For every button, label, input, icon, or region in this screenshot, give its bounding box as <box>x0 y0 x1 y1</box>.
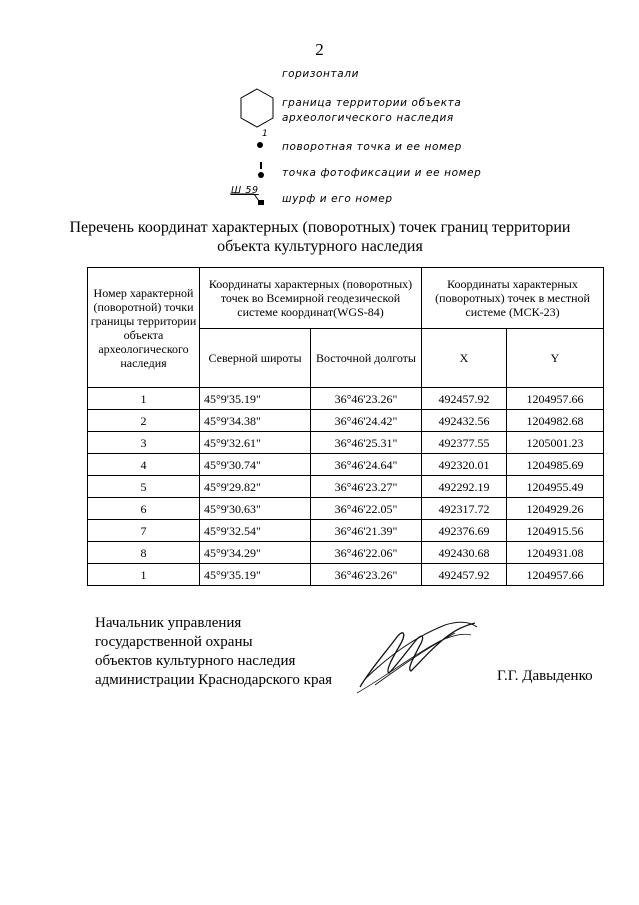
position-line-3: объектов культурного наследия <box>95 653 296 669</box>
legend-photo-text: точка фотофиксации и ее номер <box>282 167 482 179</box>
coordinates-table <box>87 267 604 586</box>
longitude-cell: 36°46'23.26" <box>311 388 422 410</box>
longitude-cell: 36°46'25.31" <box>311 432 422 454</box>
legend-contour-text: горизонтали <box>282 68 359 80</box>
y-cell: 1204985.69 <box>507 454 604 476</box>
page-number: 2 <box>315 40 324 59</box>
legend-turning-text: поворотная точка и ее номер <box>282 141 462 153</box>
signer-name: Г.Г. Давыденко <box>497 668 593 684</box>
longitude-cell: 36°46'23.27" <box>311 476 422 498</box>
point-number-cell: 7 <box>88 520 200 542</box>
point-number-cell: 1 <box>88 388 200 410</box>
point-number-cell: 1 <box>88 564 200 586</box>
y-cell: 1204957.66 <box>507 388 604 410</box>
point-number-cell: 5 <box>88 476 200 498</box>
latitude-cell: 45°9'32.61" <box>200 432 311 454</box>
wgs84-header: Координаты характерных (поворотных) точек во Всемирной геодезической системе координат(WGS-84) <box>200 268 422 329</box>
x-cell: 492320.01 <box>422 454 507 476</box>
longitude-cell: 36°46'23.26" <box>311 564 422 586</box>
point-number-cell: 4 <box>88 454 200 476</box>
point-number-cell: 8 <box>88 542 200 564</box>
table-row <box>88 410 604 432</box>
latitude-cell: 45°9'32.54" <box>200 520 311 542</box>
y-cell: 1204957.66 <box>507 564 604 586</box>
table-row <box>88 476 604 498</box>
document-title <box>60 218 580 256</box>
x-header: X <box>422 329 507 388</box>
x-cell: 492376.69 <box>422 520 507 542</box>
table-row <box>88 454 604 476</box>
pit-label: Ш 59 <box>231 185 259 196</box>
longitude-cell: 36°46'22.05" <box>311 498 422 520</box>
latitude-cell: 45°9'35.19" <box>200 388 311 410</box>
latitude-cell: 45°9'29.82" <box>200 476 311 498</box>
position-line-2: государственной охраны <box>95 634 253 650</box>
title-line-2: объекта культурного наследия <box>217 238 423 255</box>
latitude-cell: 45°9'34.29" <box>200 542 311 564</box>
handwritten-signature <box>345 615 485 695</box>
table-row <box>88 542 604 564</box>
legend-boundary-text-2: археологического наследия <box>282 112 454 124</box>
x-cell: 492317.72 <box>422 498 507 520</box>
point-number-cell: 2 <box>88 410 200 432</box>
x-cell: 492432.56 <box>422 410 507 432</box>
point-number-header: Номер характерной (поворотной) точки границы территории объекта археологического наследия <box>88 268 200 388</box>
y-cell: 1204931.08 <box>507 542 604 564</box>
table-row <box>88 520 604 542</box>
x-cell: 492377.55 <box>422 432 507 454</box>
table-row <box>88 498 604 520</box>
table-row <box>88 432 604 454</box>
hexagon-boundary-icon <box>240 88 274 128</box>
longitude-cell: 36°46'21.39" <box>311 520 422 542</box>
x-cell: 492292.19 <box>422 476 507 498</box>
msk23-header: Координаты характерных (поворотных) точек в местной системе (МСК-23) <box>422 268 604 329</box>
table-body <box>88 388 604 586</box>
longitude-cell: 36°46'24.64" <box>311 454 422 476</box>
turning-point-label: 1 <box>262 129 269 139</box>
legend-boundary-text: граница территории объекта <box>282 97 462 109</box>
position-line-1: Начальник управления <box>95 615 242 631</box>
table-row <box>88 388 604 410</box>
latitude-cell: 45°9'34.38" <box>200 410 311 432</box>
signatory-position <box>95 614 332 690</box>
table-row <box>88 564 604 586</box>
photo-point-icon <box>256 160 268 182</box>
latitude-cell: 45°9'35.19" <box>200 564 311 586</box>
longitude-cell: 36°46'22.06" <box>311 542 422 564</box>
y-cell: 1204929.26 <box>507 498 604 520</box>
y-cell: 1204915.56 <box>507 520 604 542</box>
legend-pit-text: шурф и его номер <box>282 193 393 205</box>
y-cell: 1204955.49 <box>507 476 604 498</box>
pit-icon <box>228 192 268 208</box>
x-cell: 492457.92 <box>422 388 507 410</box>
title-line-1: Перечень координат характерных (поворотных) точек границ территории <box>69 219 571 236</box>
y-cell: 1205001.23 <box>507 432 604 454</box>
point-number-cell: 3 <box>88 432 200 454</box>
latitude-cell: 45°9'30.74" <box>200 454 311 476</box>
point-number-cell: 6 <box>88 498 200 520</box>
x-cell: 492457.92 <box>422 564 507 586</box>
y-header: Y <box>507 329 604 388</box>
x-cell: 492430.68 <box>422 542 507 564</box>
y-cell: 1204982.68 <box>507 410 604 432</box>
longitude-cell: 36°46'24.42" <box>311 410 422 432</box>
longitude-header: Восточной долготы <box>311 329 422 388</box>
latitude-cell: 45°9'30.63" <box>200 498 311 520</box>
latitude-header: Северной широты <box>200 329 311 388</box>
position-line-4: администрации Краснодарского края <box>95 672 333 688</box>
